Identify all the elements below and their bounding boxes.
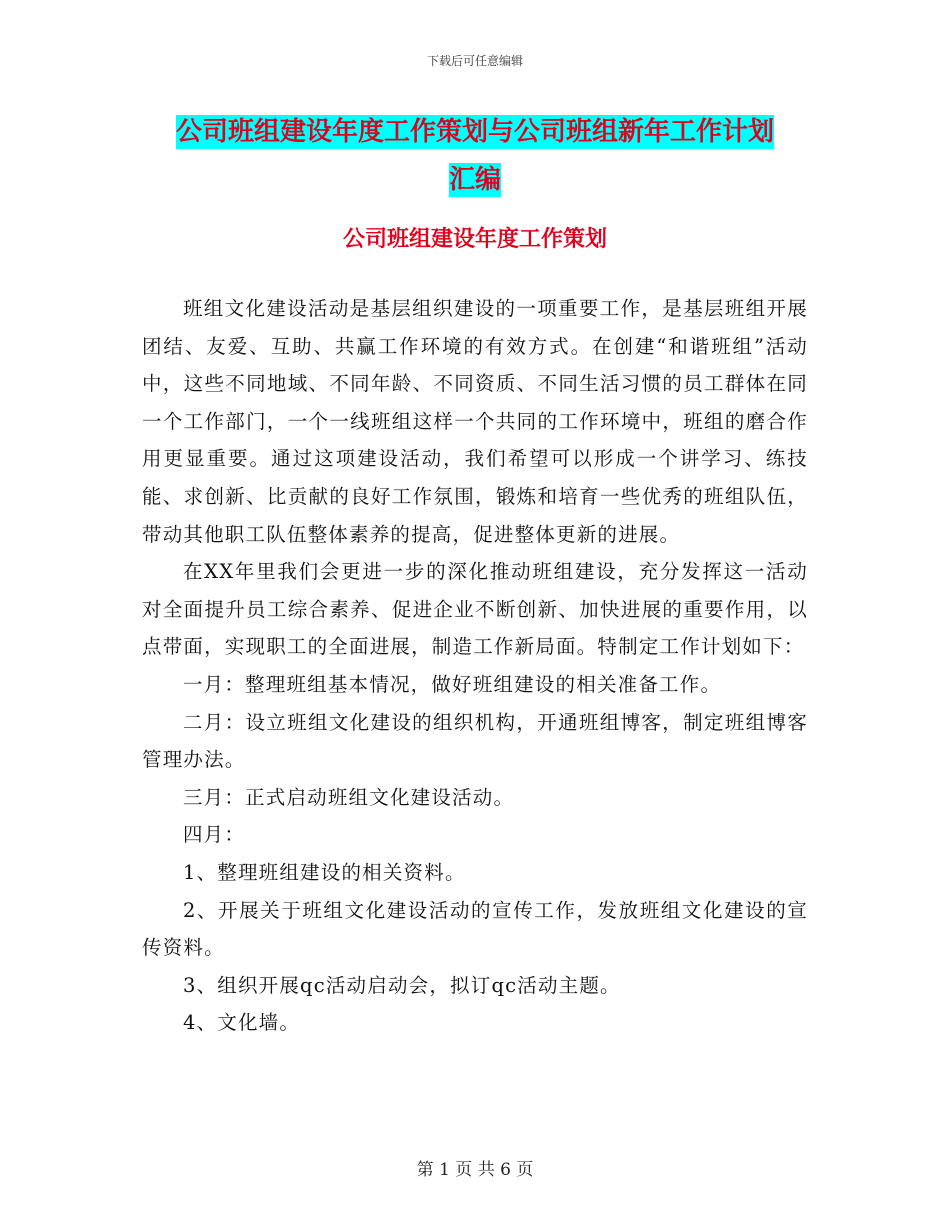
paragraph-april: 四月：: [182, 823, 246, 847]
list-item: 2、开展关于班组文化建设活动的宣传工作，发放班组文化建设的宣传资料。: [142, 898, 808, 960]
paragraph-january: 一月：整理班组基本情况，做好班组建设的相关准备工作。: [182, 672, 722, 696]
list-item: 3、组织开展qc活动启动会，拟订qc活动主题。: [182, 973, 621, 997]
header-note: 下载后可任意编辑: [426, 54, 523, 68]
paragraph-plan: 在XX年里我们会更进一步的深化推动班组建设，充分发挥这一活动对全面提升员工综合素养、促进企业不断创新、加快进展的重要作用，以点带面，实现职工的全面进展，制造工作新局面。特制定工作计划如下：: [142, 560, 808, 659]
document-title-line-2: 汇编: [448, 165, 501, 195]
paragraph-february: 二月：设立班组文化建设的组织机构，开通班组博客，制定班组博客管理办法。: [142, 710, 808, 772]
document-title-line-1: 公司班组建设年度工作策划与公司班组新年工作计划: [175, 117, 774, 147]
section-title: 公司班组建设年度工作策划: [342, 227, 607, 252]
paragraph-march: 三月：正式启动班组文化建设活动。: [182, 785, 515, 809]
paragraph-intro: 班组文化建设活动是基层组织建设的一项重要工作，是基层班组开展团结、友爱、互助、共赢工作环境的有效方式。在创建“和谐班组”活动中，这些不同地域、不同年龄、不同资质、不同生活习惯的员工群体在同一个工作部门，一个一线班组这样一个共同的工作环境中，班组的磨合作用更显重要。通过这项建设活动，我们希望可以形成一个讲学习、练技能、求创新、比贡献的良好工作氛围，锻炼和培育一些优秀的班组队伍，带动其他职工队伍整体素养的提高，促进整体更新的进展。: [142, 297, 808, 546]
document-body: [142, 290, 808, 1042]
list-item: 4、文化墙。: [182, 1011, 301, 1035]
page-footer: 第 1 页 共 6 页: [416, 1160, 534, 1180]
document-title: [140, 108, 810, 204]
list-item: 1、整理班组建设的相关资料。: [182, 860, 466, 884]
